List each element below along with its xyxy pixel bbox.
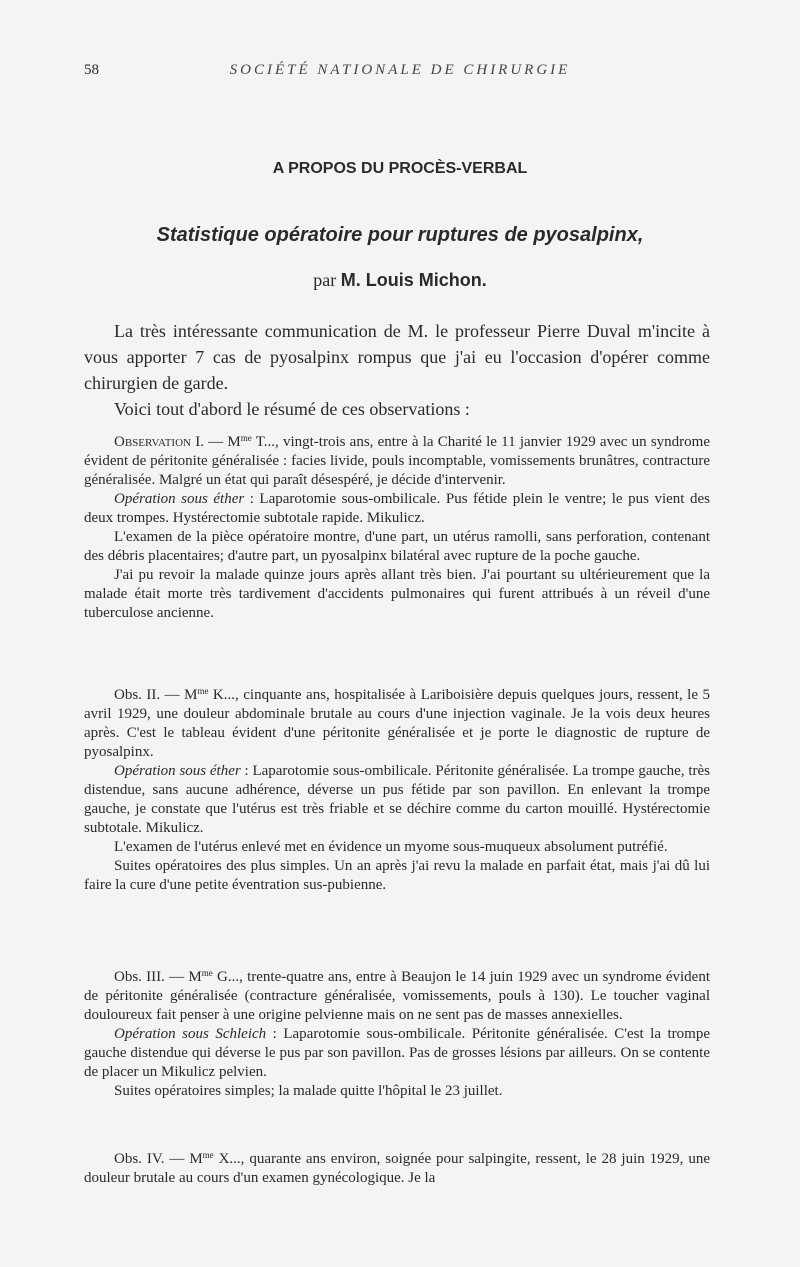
operation-label: Opération sous éther — [114, 491, 245, 507]
obs-paragraph: Suites opératoires simples; la malade quitte l'hôpital le 23 juillet. — [114, 1083, 503, 1099]
obs-paragraph: Obs. IV. — $M^{me}$ X..., quarante ans environ, soignée pour salpingite, ressent, le 28 juin 1929, une douleur brutale au cours d'un examen gynécologique. Je la — [84, 1150, 710, 1186]
operation-label: Opération sous éther — [114, 763, 241, 779]
byline — [0, 270, 800, 291]
obs-paragraph: L'examen de la pièce opératoire montre, d'une part, un utérus ramolli, sans perforation, contenant des débris placentaires; d'autre part, un pyosalpinx bilatéral avec rupture de la poche gauche. — [84, 529, 710, 564]
obs-paragraph: Obs. II. — $M^{me}$ K..., cinquante ans, hospitalisée à Lariboisière depuis quelques jours, ressent, le 5 avril 1929, une douleur abdominale brutale au cours d'une injection vaginale. Je la vois deux heures après. C'est le tableau évident d'une péritonite généralisée et je porte le diagnostic de rupture de pyosalpinx. — [84, 686, 710, 760]
page-number: 58 — [84, 62, 99, 78]
mme: M — [227, 434, 241, 450]
intro — [84, 318, 710, 422]
obs-paragraph: Observation I. — $M^{me}$ T..., vingt-trois ans, entre à la Charité le 11 janvier 1929 avec un syndrome évident de péritonite généralisée : facies livide, pouls incomptable, vomissements brunâtres, contracture généralisée. Malgré un état qui paraît désespéré, je décide d'intervenir. — [84, 433, 711, 488]
obs-paragraph: Opération sous éther : Laparotomie sous-ombilicale. Pus fétide plein le ventre; le pus vient des deux trompes. Hystérectomie subtotale rapide. Mikulicz. — [84, 491, 710, 526]
obs-paragraph: L'examen de l'utérus enlevé met en évidence un myome sous-muqueux absolument putréfié. — [114, 839, 668, 855]
obs-paragraph: J'ai pu revoir la malade quinze jours après allant très bien. J'ai pourtant su ultérieurement que la malade était morte très tardivement d'accidents pulmonaires qui furent attribués à un réveil d'une tuberculose ancienne. — [84, 567, 710, 621]
obs-paragraph: Opération sous Schleich : Laparotomie sous-ombilicale. Péritonite généralisée. C'est la trompe gauche distendue qui déverse le pus par son pavillon. Pas de grosses lésions par ailleurs. On se contente de placer un Mikulicz pelvien. — [84, 1026, 710, 1080]
running-head: SOCIÉTÉ NATIONALE DE CHIRURGIE — [229, 62, 571, 78]
observation-2 — [84, 686, 710, 895]
obs-label: Obs. II. — [114, 687, 161, 703]
observation-3 — [84, 968, 710, 1101]
observation-4 — [84, 1150, 710, 1188]
obs-paragraph: Opération sous éther : Laparotomie sous-ombilicale. Péritonite généralisée. La trompe gauche, très distendue, sans aucune adhérence, déverse un pus fétide par son pavillon. En enlevant la trompe gauche, je constate que l'utérus est très friable et se déchire comme du carton mouillé. Hystérectomie subtotale. Mikulicz. — [84, 763, 710, 836]
byline-prefix: par — [313, 270, 337, 290]
section-title: A PROPOS DU PROCÈS-VERBAL — [272, 160, 528, 177]
obs-paragraph: Suites opératoires des plus simples. Un an après j'ai revu la malade en parfait état, mais j'ai dû lui faire la cure d'une petite éventration sus-pubienne. — [84, 858, 710, 893]
author-name: M. Louis Michon. — [340, 270, 487, 290]
operation-label: Opération sous Schleich — [114, 1026, 267, 1042]
observation-1 — [84, 433, 710, 623]
obs-paragraph: Obs. III. — $M^{me}$ G..., trente-quatre ans, entre à Beaujon le 14 juin 1929 avec un syndrome évident de péritonite généralisée (contracture généralisée, vomissements, pouls à 130). Le toucher vaginal douloureux fait penser à une origine pelvienne mais on ne sent pas de masses annexielles. — [84, 968, 710, 1023]
article-title: Statistique opératoire pour ruptures de pyosalpinx, — [156, 224, 644, 246]
intro-paragraph: Voici tout d'abord le résumé de ces observations : — [114, 399, 470, 419]
intro-paragraph: La très intéressante communication de M. le professeur Pierre Duval m'incite à vous apporter 7 cas de pyosalpinx rompus que j'ai eu l'occasion d'opérer comme chirurgien de garde. — [84, 321, 710, 393]
obs-label: Obs. IV. — [114, 1151, 165, 1167]
obs-label: Obs. III. — [114, 969, 165, 985]
obs-label: Observation I. — [114, 434, 204, 450]
